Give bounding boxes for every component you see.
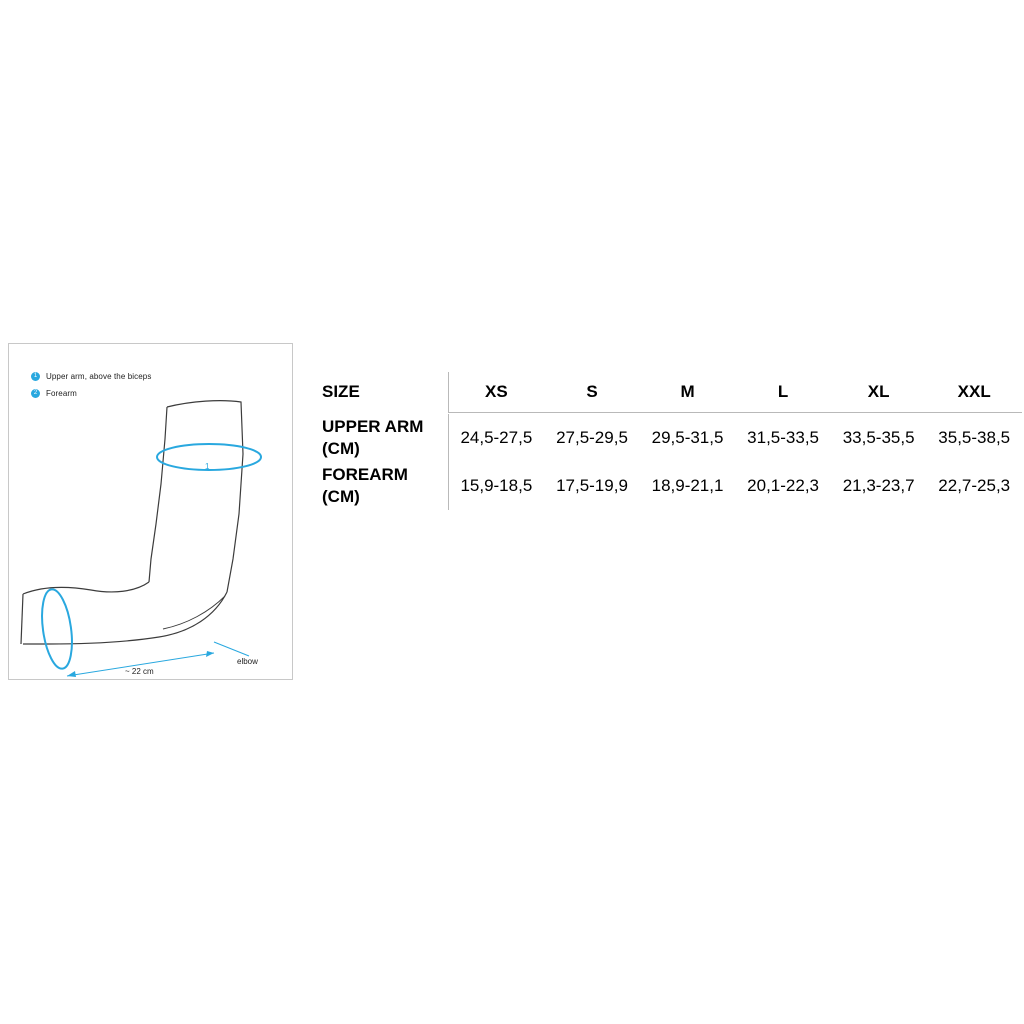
callout-1-marker: 1 (205, 462, 210, 471)
table-row (322, 414, 1022, 462)
header-xl: XL (867, 382, 890, 401)
header-m: M (680, 382, 695, 401)
cell-upper-arm-s: 27,5-29,5 (556, 428, 628, 447)
header-s: S (586, 382, 598, 401)
legend-label-forearm: Forearm (46, 389, 77, 398)
legend-badge-2: 2 (31, 389, 40, 398)
cell-forearm-xxl: 22,7-25,3 (938, 476, 1011, 495)
elbow-label: elbow (237, 657, 258, 666)
length-label: ~ 22 cm (125, 667, 154, 676)
header-l: L (777, 382, 789, 401)
cell-upper-arm-xl: 33,5-35,5 (842, 428, 915, 447)
table-row (322, 462, 1022, 510)
row-label-forearm: FOREARM (CM) (322, 462, 448, 510)
header-size: SIZE (322, 372, 448, 413)
legend-label-upper-arm: Upper arm, above the biceps (46, 372, 152, 381)
header-xxl: XXL (957, 382, 991, 401)
cell-upper-arm-xs: 24,5-27,5 (460, 428, 533, 447)
cell-upper-arm-l: 31,5-33,5 (747, 428, 819, 447)
arm-measurement-diagram-panel (8, 343, 293, 680)
cell-forearm-m: 18,9-21,1 (651, 476, 724, 495)
size-chart-table (322, 372, 1022, 510)
cell-forearm-l: 20,1-22,3 (747, 476, 819, 495)
header-xs: XS (485, 382, 508, 401)
table-header-row (322, 372, 1022, 413)
cell-forearm-xs: 15,9-18,5 (460, 476, 533, 495)
row-label-upper-arm: UPPER ARM (CM) (322, 414, 448, 462)
cell-upper-arm-m: 29,5-31,5 (651, 428, 724, 447)
cell-forearm-xl: 21,3-23,7 (842, 476, 915, 495)
arm-illustration (9, 344, 293, 680)
cell-upper-arm-xxl: 35,5-38,5 (938, 428, 1011, 447)
cell-forearm-s: 17,5-19,9 (556, 476, 628, 495)
legend-badge-1: 1 (31, 372, 40, 381)
